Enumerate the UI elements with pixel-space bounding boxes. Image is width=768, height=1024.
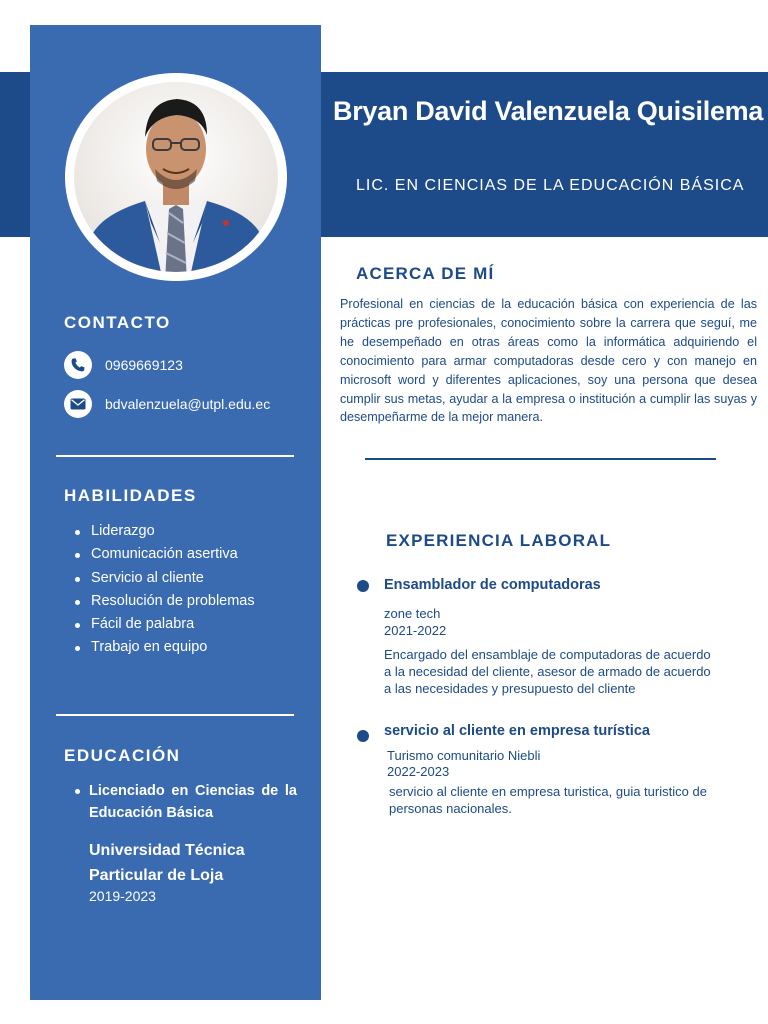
skill-item: Servicio al cliente bbox=[75, 567, 255, 590]
phone-icon bbox=[64, 351, 92, 379]
contact-email[interactable] bbox=[64, 390, 270, 418]
job-company: Turismo comunitario Niebli bbox=[387, 748, 541, 763]
sidebar-divider bbox=[56, 455, 294, 457]
contact-heading: CONTACTO bbox=[64, 313, 171, 332]
about-heading: ACERCA DE MÍ bbox=[356, 264, 495, 283]
job-description: Encargado del ensamblaje de computadoras de acuerdo a la necesidad del cliente, asesor de armado de acuerdo a las necesidades y presupuesto del cliente bbox=[384, 647, 711, 696]
timeline-dot bbox=[357, 730, 369, 742]
job-description: servicio al cliente en empresa turistica, guia turistico de personas nacionales. bbox=[389, 784, 707, 816]
skill-item: Liderazgo bbox=[75, 520, 255, 543]
job-title: servicio al cliente en empresa turística bbox=[384, 723, 650, 739]
education-heading: EDUCACIÓN bbox=[64, 746, 181, 765]
email-address: bdvalenzuela@utpl.edu.ec bbox=[105, 396, 271, 412]
job-years: 2022-2023 bbox=[387, 764, 450, 779]
education-school: Universidad Técnica Particular de Loja bbox=[89, 842, 245, 884]
about-text: Profesional en ciencias de la educación básica con experiencia de las prácticas pre profesionales, conocimiento sobre la carrera que seguí, me he desempeñado en otras áreas como la informática adquiriendo el conocimiento para armar computadoras desde cero y con manejo en microsoft word y diferentes aplicaciones, soy una persona que desea cumplir sus metas, ayudar a la empresa o institución a cumplir las suyas y desempeñarme de la mejor manera. bbox=[340, 297, 757, 425]
envelope-icon bbox=[64, 390, 92, 418]
skill-item: Trabajo en equipo bbox=[75, 636, 255, 659]
experience-heading: EXPERIENCIA LABORAL bbox=[386, 531, 612, 550]
skill-item: Fácil de palabra bbox=[75, 613, 255, 636]
job-years: 2021-2022 bbox=[384, 623, 447, 638]
profile-photo bbox=[65, 73, 287, 281]
job-role-title: LIC. EN CIENCIAS DE LA EDUCACIÓN BÁSICA bbox=[356, 177, 745, 194]
education-years: 2019-2023 bbox=[89, 888, 156, 904]
contact-phone[interactable] bbox=[64, 351, 183, 379]
skill-item: Comunicación asertiva bbox=[75, 543, 255, 566]
skills-list bbox=[75, 520, 255, 660]
phone-number: 0969669123 bbox=[105, 357, 183, 373]
skill-item: Resolución de problemas bbox=[75, 590, 255, 613]
job-title: Ensamblador de computadoras bbox=[384, 577, 601, 593]
education-degree: Licenciado en Ciencias de la Educación Básica bbox=[75, 780, 297, 824]
job-company: zone tech bbox=[384, 606, 441, 621]
sidebar-divider bbox=[56, 714, 294, 716]
timeline-dot bbox=[357, 580, 369, 592]
person-name: Bryan David Valenzuela Quisilema bbox=[333, 96, 764, 126]
skills-heading: HABILIDADES bbox=[64, 486, 197, 505]
section-divider bbox=[365, 458, 716, 460]
